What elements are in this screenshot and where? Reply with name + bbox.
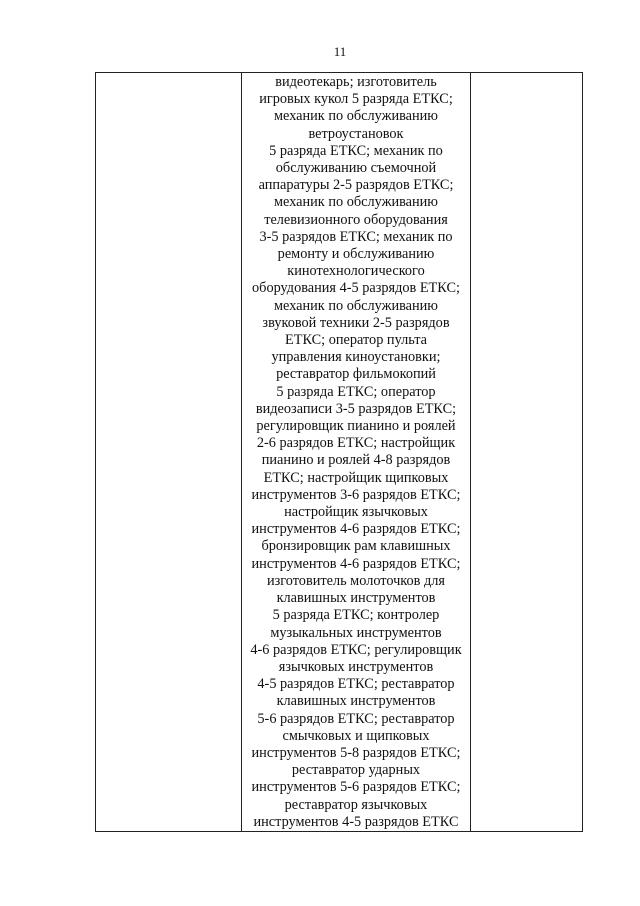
cell-text-line: 2-6 разрядов ЕТКС; настройщик (256, 435, 456, 452)
cell-text-line: регулировщик пианино и роялей (256, 418, 456, 435)
cell-text-line: клавишных инструментов (276, 590, 436, 607)
cell-text-block (242, 73, 470, 831)
cell-text-line: ЕТКС; оператор пульта (285, 332, 427, 349)
cell-text-line: видеозаписи 3-5 разрядов ЕТКС; (255, 400, 457, 417)
table-cell-middle (242, 73, 471, 832)
cell-text-line: 5 разряда ЕТКС; механик по (269, 142, 443, 159)
cell-text-line: инструментов 5-8 разрядов ЕТКС; (251, 744, 461, 761)
cell-text-line: обслуживанию съемочной (275, 160, 437, 177)
cell-text-line: оборудования 4-5 разрядов ЕТКС; (252, 280, 460, 297)
cell-text-line: звуковой техники 2-5 разрядов (262, 314, 450, 331)
cell-text-line: смычковых и щипковых (282, 727, 430, 744)
cell-text-line: механик по обслуживанию (274, 194, 438, 211)
page-number: 11 (333, 44, 347, 59)
cell-text-line: механик по обслуживанию (274, 108, 438, 125)
cell-text-line: видеотекарь; изготовитель (275, 74, 437, 90)
cell-text-line: ЕТКС; настройщик щипковых (263, 469, 449, 486)
cell-text-line: 5 разряда ЕТКС; оператор (276, 383, 436, 400)
cell-text-line: реставратор ударных (291, 762, 421, 779)
cell-text-line: управления киноустановки; (271, 349, 441, 366)
cell-text-line: язычковых инструментов (278, 658, 434, 675)
cell-text-line: инструментов 4-5 разрядов ЕТКС (253, 813, 459, 830)
cell-text-line: клавишных инструментов (276, 693, 436, 710)
cell-text-line: музыкальных инструментов (270, 624, 442, 641)
cell-text-line: 4-6 разрядов ЕТКС; регулировщик (250, 641, 462, 658)
table-row (96, 73, 583, 832)
cell-text-line: механик по обслуживанию (274, 297, 438, 314)
cell-text-line: инструментов 4-6 разрядов ЕТКС; (251, 521, 461, 538)
cell-text-line: ветроустановок (308, 125, 404, 142)
cell-text-line: пианино и роялей 4-8 разрядов (261, 452, 451, 469)
cell-text-line: 5 разряда ЕТКС; контролер (272, 607, 440, 624)
cell-text-line: инструментов 5-6 разрядов ЕТКС; (251, 779, 461, 796)
table-cell-left (96, 73, 242, 832)
cell-text-line: реставратор язычковых (284, 796, 428, 813)
cell-text-line: кинотехнологического (287, 263, 425, 280)
cell-text-line: бронзировщик рам клавишных (261, 538, 451, 555)
cell-text-line: аппаратуры 2-5 разрядов ЕТКС; (258, 177, 454, 194)
cell-text-line: настройщик язычковых (284, 504, 428, 521)
cell-text-line: телевизионного оборудования (264, 211, 448, 228)
cell-text-line: ремонту и обслуживанию (277, 246, 435, 263)
cell-text-line: реставратор фильмокопий (276, 366, 436, 383)
table-cell-right (471, 73, 583, 832)
cell-text-line: инструментов 4-6 разрядов ЕТКС; (251, 555, 461, 572)
cell-text-line: инструментов 3-6 разрядов ЕТКС; (251, 486, 461, 503)
cell-text-line: 3-5 разрядов ЕТКС; механик по (259, 228, 453, 245)
cell-text-line: игровых кукол 5 разряда ЕТКС; (259, 91, 453, 108)
document-table (95, 72, 583, 832)
cell-text-line: 5-6 разрядов ЕТКС; реставратор (257, 710, 455, 727)
cell-text-line: изготовитель молоточков для (266, 572, 445, 589)
cell-text-line: 4-5 разрядов ЕТКС; реставратор (257, 676, 455, 693)
